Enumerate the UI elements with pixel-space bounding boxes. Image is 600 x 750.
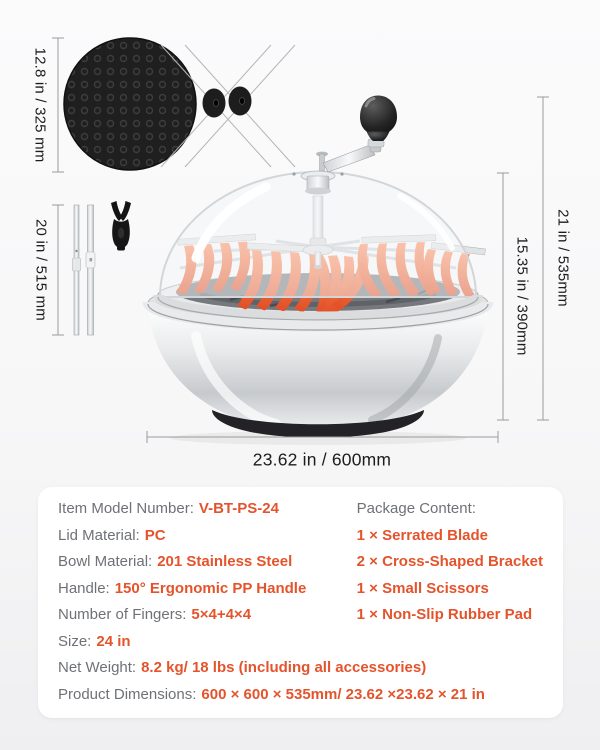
knob <box>360 96 397 142</box>
dim-line-height-total <box>537 97 549 420</box>
spec-label: Product Dimensions: <box>58 685 197 703</box>
spec-label: Lid Material: <box>58 526 140 544</box>
spec-label: Package Content: <box>356 500 476 517</box>
package-content-list <box>357 496 543 655</box>
spec-label: Bowl Material: <box>58 553 153 570</box>
dim-line-lid <box>52 38 64 172</box>
pole-illustration <box>73 205 96 335</box>
spec-card <box>38 487 563 718</box>
dim-label-bowl-height: 15.35 in / 390mm <box>513 236 531 356</box>
spec-label: Handle: <box>58 579 110 597</box>
spec-label: Net Weight: <box>58 659 137 676</box>
scissors-illustration <box>111 201 131 251</box>
spec-label: Size: <box>58 632 92 650</box>
dim-line-pole <box>52 205 64 335</box>
grommet <box>203 89 226 118</box>
package-item: 1 × Small Scissors <box>356 579 489 597</box>
trimmer-illustration <box>148 96 488 446</box>
spec-row-handle <box>58 576 357 603</box>
dim-label-pole-length: 20 in / 515 mm <box>32 218 50 322</box>
package-item: 1 × Serrated Blade <box>356 526 488 544</box>
dim-line-height-bowl <box>497 173 509 420</box>
spec-row-size <box>58 629 357 656</box>
package-item: 1 × Non-Slip Rubber Pad <box>356 606 533 623</box>
spec-row-lid-material <box>58 523 357 550</box>
spec-value: PC <box>144 526 166 544</box>
spec-value: 8.2 kg/ 18 lbs (including all accessories) <box>141 659 427 676</box>
spec-value: 150° Ergonomic PP Handle <box>114 579 307 597</box>
spec-row-fingers <box>58 602 357 629</box>
spec-value: V-BT-PS-24 <box>198 500 279 517</box>
dim-label-overall-height: 21 in / 535mm <box>554 209 572 307</box>
package-content-heading <box>357 496 543 523</box>
dim-label-overall-width: 23.62 in / 600mm <box>252 449 392 470</box>
spec-label: Item Model Number: <box>58 500 194 517</box>
spec-row-net-weight <box>58 655 543 682</box>
spec-row-product-dimensions <box>58 682 543 709</box>
spec-list <box>58 496 357 655</box>
spec-label: Number of Fingers: <box>58 606 187 623</box>
grommet <box>229 87 252 116</box>
spec-row-model <box>58 496 357 523</box>
spec-value: 201 Stainless Steel <box>157 553 293 570</box>
spec-value: 600 × 600 × 535mm/ 23.62 ×23.62 × 21 in <box>201 685 485 703</box>
spec-value: 5×4+4×4 <box>191 606 252 623</box>
package-item: 2 × Cross-Shaped Bracket <box>356 553 543 570</box>
dim-label-lid-diameter: 12.8 in / 325 mm <box>31 47 49 163</box>
spec-value: 24 in <box>96 632 131 650</box>
spec-row-bowl-material <box>58 549 357 576</box>
